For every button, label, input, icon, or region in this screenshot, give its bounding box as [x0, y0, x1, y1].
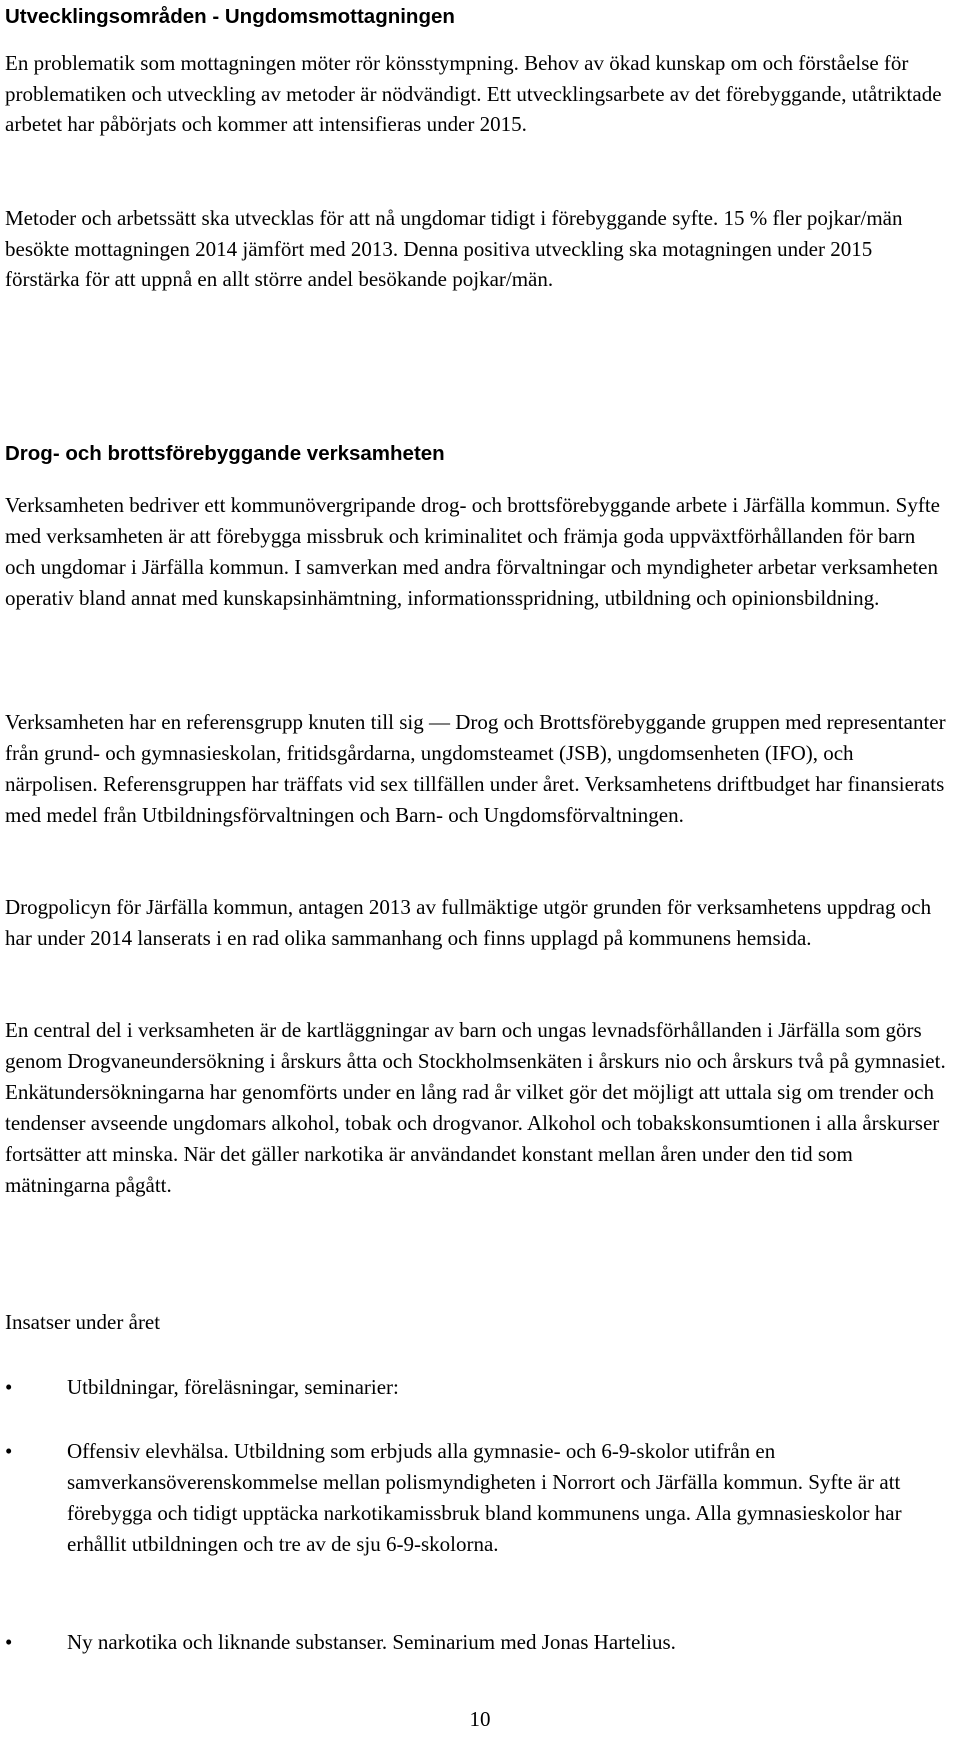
- paragraph-drogpolicyn: Drogpolicyn för Järfälla kommun, antagen 2013 av fullmäktige utgör grunden för verksamhetens uppdrag och har under 2014 lanserats i en rad olika sammanhang och finns upplagd på kommunens hemsida.: [5, 895, 932, 950]
- paragraph-konsstympning: En problematik som mottagningen möter rör könsstympning. Behov av ökad kunskap om och förståelse för problematiken och utveckling av metoder är nödvändigt. Ett utvecklingsarbete av det förebyggande, utåtriktade arbetet har påbörjats och kommer att intensifieras under 2015.: [5, 51, 942, 136]
- list-item-text: Utbildningar, föreläsningar, seminarier:: [67, 1375, 399, 1399]
- paragraph-insatser-heading: Insatser under året: [5, 1310, 161, 1334]
- list-item: [5, 1372, 950, 1403]
- section-heading-drog-brott: Drog- och brottsförebyggande verksamheten: [5, 442, 445, 465]
- paragraph-kartlaggningar: En central del i verksamheten är de kartläggningar av barn och ungas levnadsförhållanden i Järfälla som görs genom Drogvaneundersökning i årskurs åtta och Stockholmsenkäten i årskurs nio och årskurs två på gymnasiet. Enkätundersökningarna har genomförts under en lång rad år vilket gör det möjligt att uttala sig om trender och tendenser avseende ungdomars alkohol, tobak och drogvanor. Alkohol och tobakskonsumtionen i alla årskurser fortsätter att minska. När det gäller narkotika är användandet konstant mellan åren under den tid som mätningarna pågått.: [5, 1018, 946, 1197]
- section-heading-ungdomsmottagningen: Utvecklingsområden - Ungdomsmottagningen: [5, 5, 455, 28]
- page-number: 10: [469, 1707, 491, 1731]
- bullet-icon: •: [5, 1439, 13, 1463]
- paragraph-verksamheten: Verksamheten bedriver ett kommunövergripande drog- och brottsförebyggande arbete i Järfälla kommun. Syfte med verksamheten är att förebygga missbruk och kriminalitet och främja goda uppväxtförhållanden för barn och ungdomar i Järfälla kommun. I samverkan med andra förvaltningar och myndigheter arbetar verksamheten operativ bland annat med kunskapsinhämtning, informationsspridning, utbildning och opinionsbildning.: [5, 493, 940, 610]
- paragraph-metoder: Metoder och arbetssätt ska utvecklas för att nå ungdomar tidigt i förebyggande syfte. 15 % fler pojkar/män besökte mottagningen 2014 jämfört med 2013. Denna positiva utveckling ska motagningen under 2015 förstärka för att uppnå en allt större andel besökande pojkar/män.: [5, 206, 903, 291]
- list-item: [5, 1436, 950, 1560]
- bullet-icon: •: [5, 1375, 13, 1399]
- list-item-text: Ny narkotika och liknande substanser. Seminarium med Jonas Hartelius.: [67, 1630, 676, 1654]
- list-item-text: Offensiv elevhälsa. Utbildning som erbjuds alla gymnasie- och 6-9-skolor utifrån en samverkansöverenskommelse mellan polismyndigheten i Norrort och Järfälla kommun. Syfte är att förebygga och tidigt upptäcka narkotikamissbruk bland kommunens unga. Alla gymnasieskolor har erhållit utbildningen och tre av de sju 6-9-skolorna.: [67, 1439, 902, 1556]
- paragraph-referensgrupp: Verksamheten har en referensgrupp knuten till sig — Drog och Brottsförebyggande gruppen med representanter från grund- och gymnasieskolan, fritidsgårdarna, ungdomsteamet (JSB), ungdomsenheten (IFO), och närpolisen. Referensgruppen har träffats vid sex tillfällen under året. Verksamhetens driftbudget har finansierats med medel från Utbildningsförvaltningen och Barn- och Ungdomsförvaltningen.: [5, 710, 946, 827]
- list-item: [5, 1627, 950, 1658]
- bullet-icon: •: [5, 1630, 13, 1654]
